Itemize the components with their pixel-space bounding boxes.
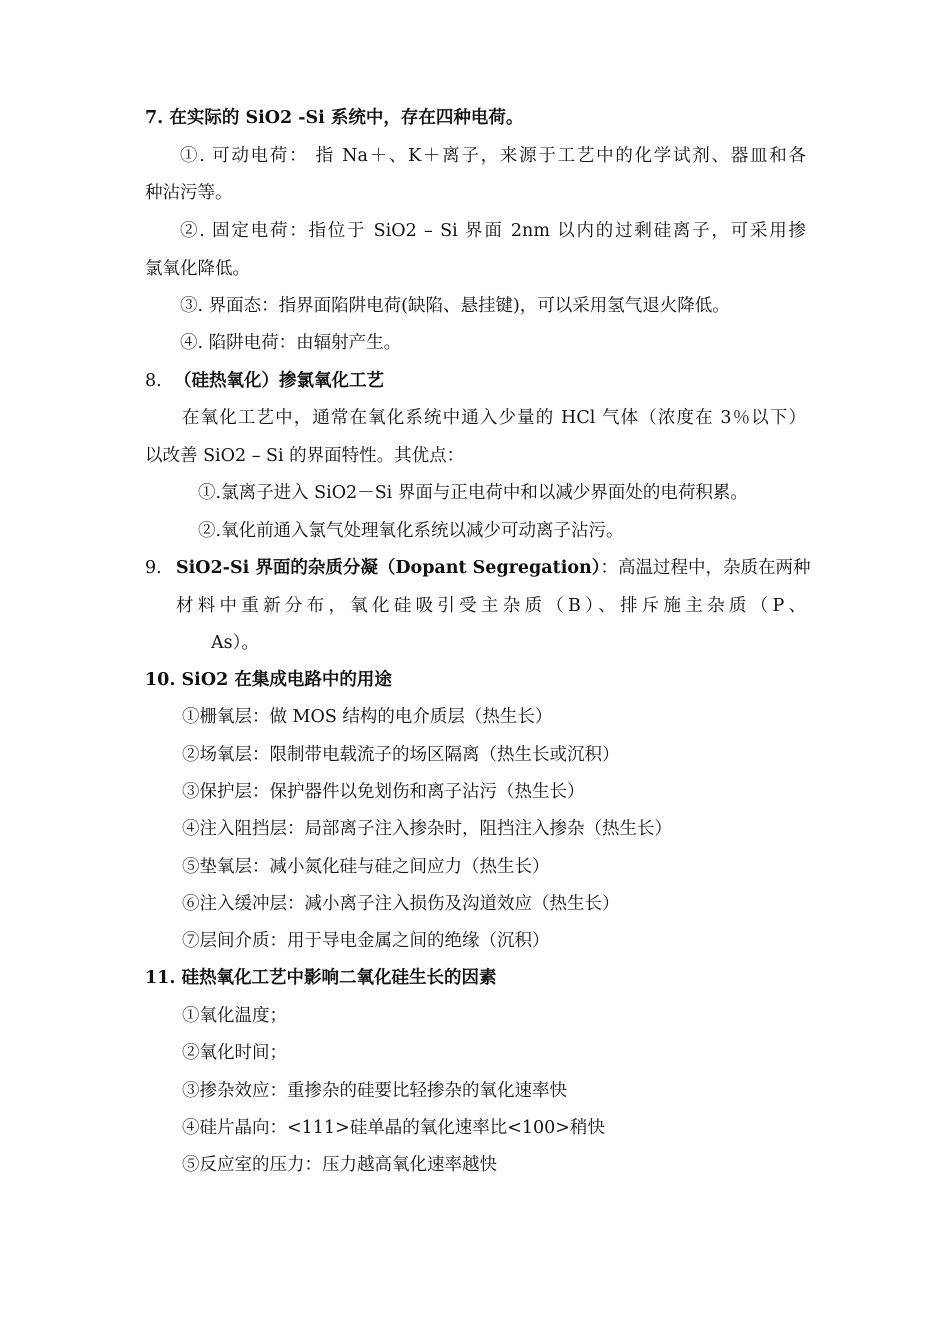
section-8-advantage-1: ①.氯离子进入 SiO2－Si 界面与正电荷中和以减少界面处的电荷积累。: [198, 483, 748, 503]
section-8-paragraph-line-2: 以改善 SiO2 – Si 的界面特性。其优点：: [145, 446, 465, 466]
section-11-item: ④硅片晶向：<111>硅单晶的氧化速率比<100>稍快: [182, 1118, 605, 1138]
section-7-item-2-line-1: ②. 固定电荷：指位于 SiO2 – Si 界面 2nm 以内的过剩硅离子，可采用掺: [180, 221, 806, 241]
section-11-item: ⑤反应室的压力：压力越高氧化速率越快: [182, 1155, 497, 1175]
section-8-paragraph-line-1: 在氧化工艺中，通常在氧化系统中通入少量的 HCl 气体（浓度在 3％以下）: [182, 408, 806, 428]
section-10-heading: 10. SiO2 在集成电路中的用途: [145, 670, 392, 690]
section-9-desc-1: ：高温过程中，杂质在两种: [600, 558, 811, 578]
section-11-heading: 11. 硅热氧化工艺中影响二氧化硅生长的因素: [145, 968, 497, 988]
section-7-heading: 7. 在实际的 SiO2 -Si 系统中，存在四种电荷。: [145, 108, 524, 128]
section-7-item-3: ③. 界面态：指界面陷阱电荷(缺陷、悬挂键)，可以采用氢气退火降低。: [180, 296, 730, 316]
section-7-item-4: ④. 陷阱电荷：由辐射产生。: [180, 333, 402, 353]
section-7-item-1-line-2: 种沾污等。: [145, 183, 233, 203]
section-9-number: 9.: [145, 558, 162, 578]
section-10-item: ⑥注入缓冲层：减小离子注入损伤及沟道效应（热生长）: [182, 894, 620, 914]
section-9-line-3: As）。: [211, 633, 259, 653]
section-8-advantage-2: ②.氧化前通入氯气处理氧化系统以减少可动离子沾污。: [198, 521, 624, 541]
section-10-item: ③保护层：保护器件以免划伤和离子沾污（热生长）: [182, 782, 585, 802]
section-11-item: ②氧化时间；: [182, 1043, 287, 1063]
section-10-item: ⑤垫氧层：减小氮化硅与硅之间应力（热生长）: [182, 857, 550, 877]
section-10-item: ⑦层间介质：用于导电金属之间的绝缘（沉积）: [182, 931, 550, 951]
section-9-line-2: 材料中重新分布，氧化硅吸引受主杂质（B）、排斥施主杂质（P、: [176, 596, 806, 616]
section-7-item-2-line-2: 氯氧化降低。: [145, 259, 250, 279]
section-8-number: 8.: [145, 371, 162, 391]
section-10-item: ②场氧层：限制带电载流子的场区隔离（热生长或沉积）: [182, 745, 620, 765]
section-10-item: ④注入阻挡层：局部离子注入掺杂时，阻挡注入掺杂（热生长）: [182, 819, 672, 839]
section-10-item: ①栅氧层：做 MOS 结构的电介质层（热生长）: [182, 707, 553, 727]
section-9-line-1: [176, 557, 811, 579]
section-11-item: ③掺杂效应：重掺杂的硅要比轻掺杂的氧化速率快: [182, 1081, 567, 1101]
section-7-item-1-line-1: ①. 可动电荷： 指 Na＋、K＋离子，来源于工艺中的化学试剂、器皿和各: [180, 146, 806, 166]
section-11-item: ①氧化温度；: [182, 1006, 287, 1026]
section-8-title: （硅热氧化）掺氯氧化工艺: [174, 371, 384, 391]
section-9-title: SiO2-Si 界面的杂质分凝（Dopant Segregation）: [176, 558, 601, 578]
